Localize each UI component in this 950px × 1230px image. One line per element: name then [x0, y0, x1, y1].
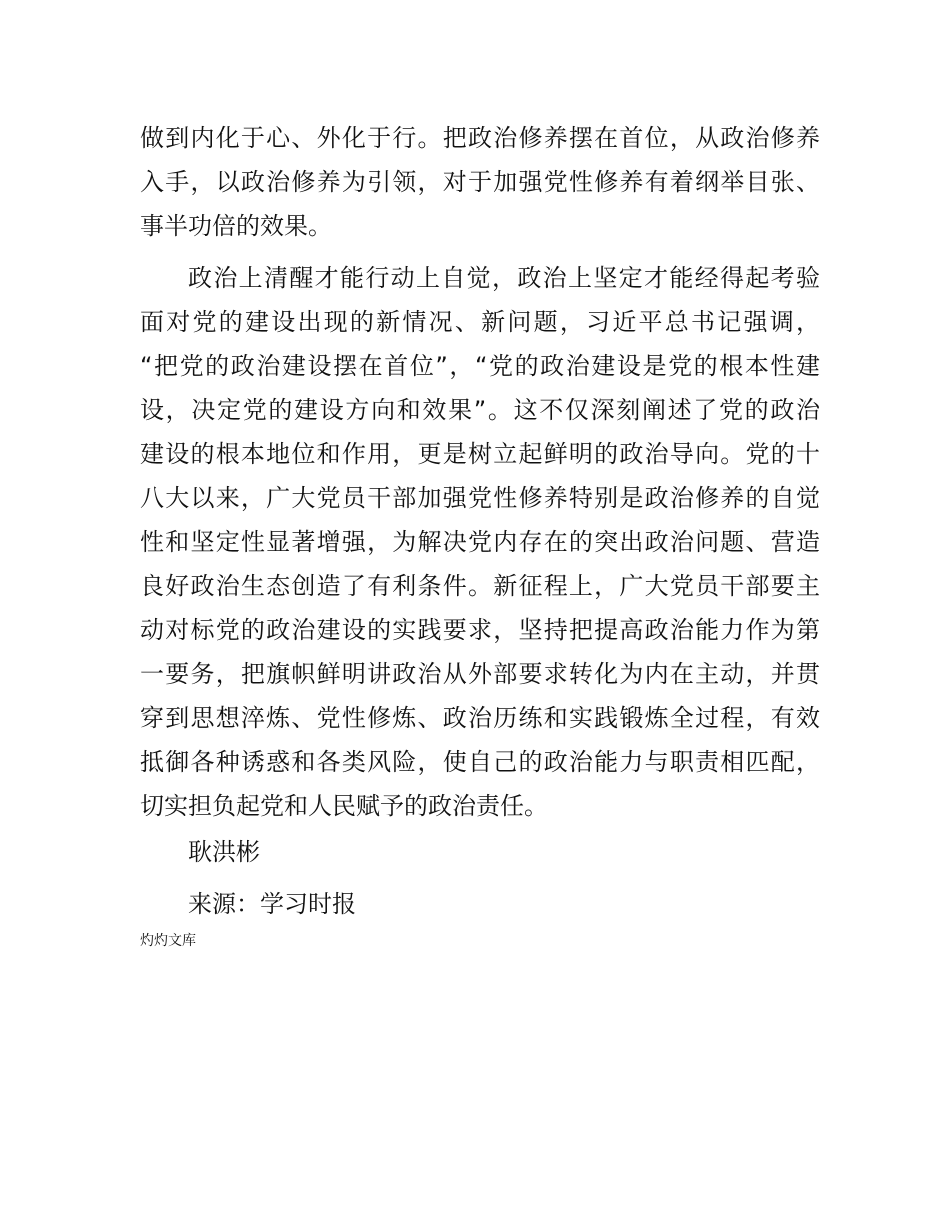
paragraph-2-line-7: 性和坚定性显著增强，为解决党内存在的突出政治问题、营造 — [140, 528, 820, 556]
paragraph-2-line-11: 穿到思想淬炼、党性修炼、政治历练和实践锻炼全过程，有效 — [140, 704, 820, 732]
paragraph-2-line-8: 良好政治生态创造了有利条件。新征程上，广大党员干部要主 — [140, 572, 820, 600]
watermark-label: 灼灼文库 — [140, 933, 196, 949]
paragraph-2-line-4: 设，决定党的建设方向和效果”。这不仅深刻阐述了党的政治 — [140, 396, 820, 424]
paragraph-2-line-3: “把党的政治建设摆在首位”，“党的政治建设是党的根本性建 — [140, 352, 820, 380]
paragraph-2-line-10: 一要务，把旗帜鲜明讲政治从外部要求转化为内在主动，并贯 — [140, 660, 820, 688]
paragraph-2-line-12: 抵御各种诱惑和各类风险，使自己的政治能力与职责相匹配， — [140, 748, 820, 776]
paragraph-2-line-1: 政治上清醒才能行动上自觉，政治上坚定才能经得起考验 — [188, 264, 820, 292]
paragraph-2-line-9: 动对标党的政治建设的实践要求，坚持把提高政治能力作为第 — [140, 616, 820, 644]
paragraph-2-line-2: 面对党的建设出现的新情况、新问题，习近平总书记强调， — [140, 308, 820, 336]
paragraph-1-line-3: 事半功倍的效果。 — [140, 212, 332, 240]
paragraph-2-line-6: 八大以来，广大党员干部加强党性修养特别是政治修养的自觉 — [140, 484, 820, 512]
paragraph-2-line-5: 建设的根本地位和作用，更是树立起鲜明的政治导向。党的十 — [140, 440, 820, 468]
paragraph-1-line-2: 入手，以政治修养为引领，对于加强党性修养有着纲举目张、 — [140, 168, 820, 196]
paragraph-1-line-1: 做到内化于心、外化于行。把政治修养摆在首位，从政治修养 — [140, 124, 820, 152]
source-line: 来源：学习时报 — [188, 890, 356, 918]
author-name: 耿洪彬 — [188, 838, 260, 866]
paragraph-2-line-13: 切实担负起党和人民赋予的政治责任。 — [140, 792, 548, 820]
